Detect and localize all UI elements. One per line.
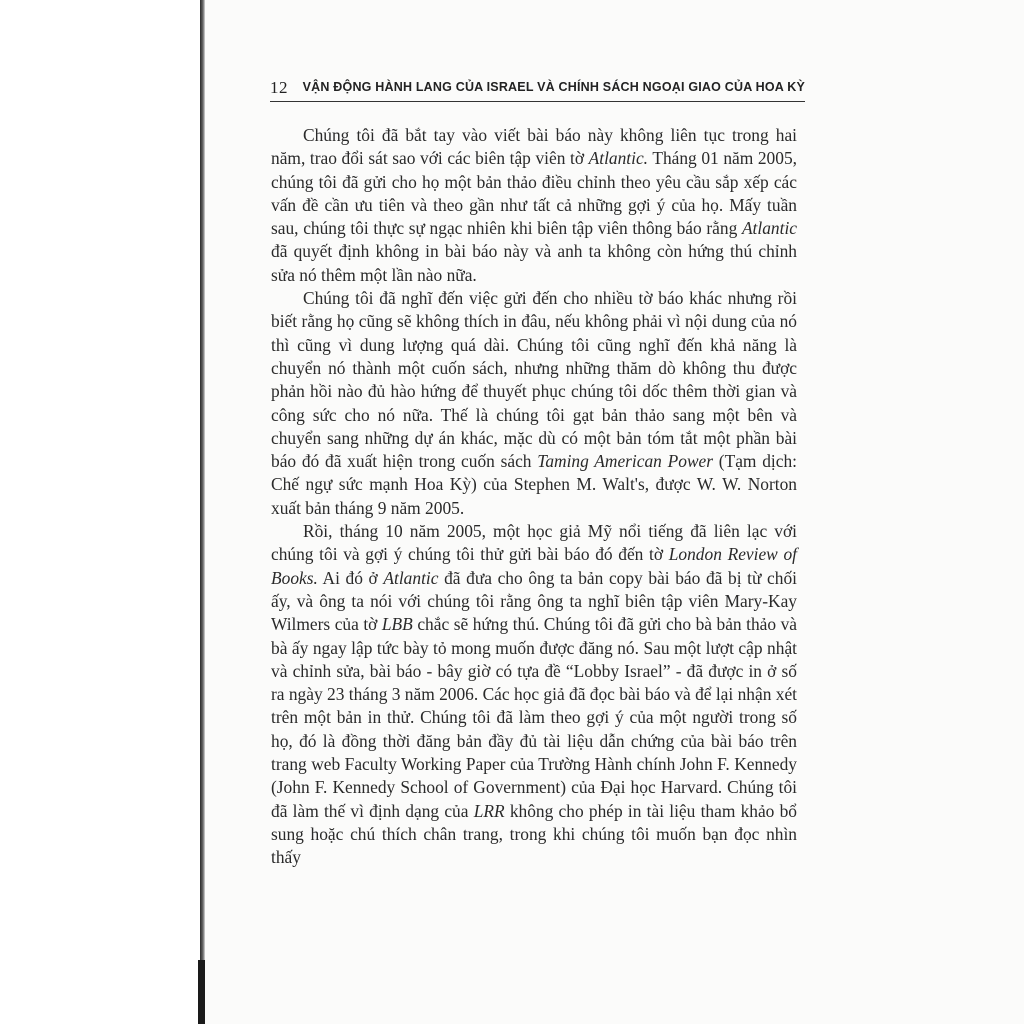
text-run: Chúng tôi đã nghĩ đến việc gửi đến cho nhiều tờ báo khác nhưng rồi biết rằng họ cũng sẽ không thích in đâu, nếu không phải vì nội dung của nó thì cũng vì dung lượng quá dài. Chúng tôi cũng nghĩ đến khả năng là chuyển nó thành một cuốn sách, nhưng những thăm dò không thu được phản hồi nào đủ hào hứng để thuyết phục chúng tôi dốc thêm thời gian và công sức cho nó nữa. Thế là chúng tôi gạt bản thảo sang một bên và chuyển sang những dự án khác, mặc dù có một bản tóm tắt một phần bài báo đó đã xuất hiện trong cuốn sách bbox=[271, 288, 797, 472]
text-run: đã đưa cho ông ta bản copy bài báo đã bị từ chối ấy, và ông ta nói với chúng tôi rằng ông ta nghĩ biên tập viên Mary-Kay Wilmers của tờ bbox=[271, 567, 797, 635]
italic-publication-name: LBB bbox=[381, 614, 413, 635]
text-run: Ai đó ở bbox=[317, 567, 384, 588]
text-run: chắc sẽ hứng thú. Chúng tôi đã gửi cho bà bản thảo và bà ấy ngay lập tức bày tỏ mong muốn được đăng nó. Sau một lượt cập nhật và chỉnh sửa, bài báo - bây giờ có tựa đề “Lobby Israel” - đã được in ở số ra ngày 23 tháng 3 năm 2006. Các học giả đã đọc bài báo và để lại nhận xét trên một bản in thử. Chúng tôi đã làm theo gợi ý của một người trong số họ, đó là đồng thời đăng bản đầy đủ tài liệu dẫn chứng của bài báo trên trang web Faculty Working Paper của Trường Hành chính John F. Kennedy (John F. Kennedy School of Government) của Đại học Harvard. Chúng tôi đã làm thế vì định dạng của bbox=[271, 614, 797, 821]
italic-publication-name: LRR bbox=[473, 800, 505, 821]
paragraph-3 bbox=[271, 520, 797, 869]
running-header bbox=[270, 72, 805, 102]
text-run: Rồi, tháng 10 năm 2005, một học giả Mỹ nổi tiếng đã liên lạc với chúng tôi và gợi ý chúng tôi thử gửi bài báo đó đến tờ bbox=[271, 521, 797, 565]
text-run: Chúng tôi đã bắt tay vào viết bài báo này không liên tục trong hai năm, trao đổi sát sao với các biên tập viên tờ bbox=[271, 125, 797, 169]
header-rule bbox=[270, 101, 805, 102]
italic-publication-name: London Review of Books. bbox=[271, 544, 797, 588]
text-run: đã quyết định không in bài báo này và anh ta không còn hứng thú chỉnh sửa nó thêm một lần nào nữa. bbox=[271, 241, 797, 285]
paragraph-2 bbox=[271, 287, 797, 520]
italic-publication-name: Atlantic. bbox=[588, 148, 649, 169]
text-run: Tháng 01 năm 2005, chúng tôi đã gửi cho họ một bản thảo điều chỉnh theo yêu cầu sắp xếp các vấn đề cần ưu tiên và theo gần như tất cả những gợi ý của họ. Mấy tuần sau, chúng tôi thực sự ngạc nhiên khi biên tập viên thông báo rằng bbox=[271, 148, 797, 239]
page-number: 12 bbox=[270, 78, 288, 97]
italic-publication-name: Atlantic bbox=[741, 218, 797, 239]
text-run: (Tạm dịch: Chế ngự sức mạnh Hoa Kỳ) của Stephen M. Walt's, được W. W. Norton xuất bản tháng 9 năm 2005. bbox=[271, 451, 797, 518]
italic-publication-name: Atlantic bbox=[383, 567, 439, 588]
paragraph-1 bbox=[271, 124, 797, 287]
running-title: VẬN ĐỘNG HÀNH LANG CỦA ISRAEL VÀ CHÍNH SÁCH NGOẠI GIAO CỦA HOA KỲ bbox=[302, 80, 805, 94]
italic-book-title: Taming American Power bbox=[537, 451, 714, 472]
body-text bbox=[271, 124, 797, 870]
text-run: không cho phép in tài liệu tham khảo bổ sung hoặc chú thích chân trang, trong khi chúng tôi muốn bạn đọc nhìn thấy bbox=[271, 800, 797, 868]
